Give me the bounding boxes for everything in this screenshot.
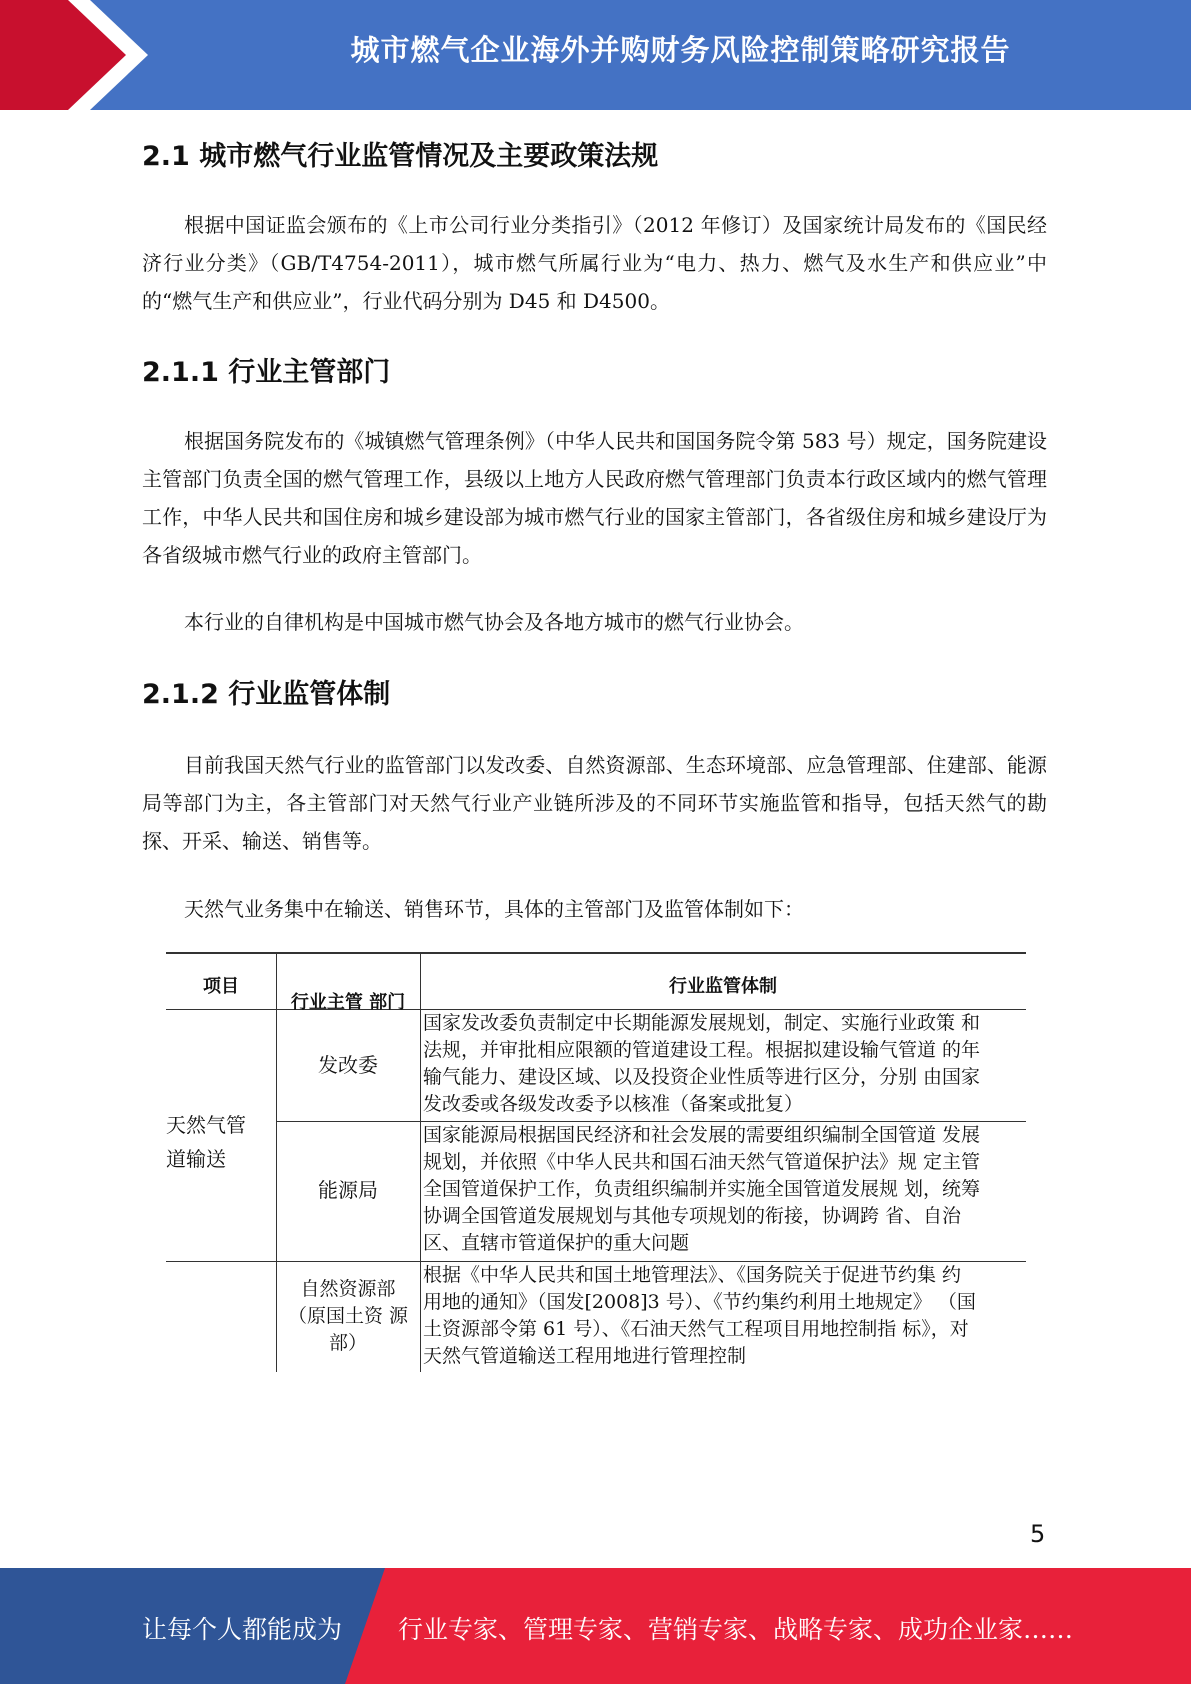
section-2-1-1-paragraph-2: 本行业的自律机构是中国城市燃气协会及各地方城市的燃气行业协会。 [184, 610, 804, 634]
page-footer [0, 1568, 1191, 1684]
table-row-2-system-line: 区、直辖市管道保护的重大问题 [423, 1232, 690, 1254]
table-row-2-system-line: 规划，并依照《中华人民共和国石油天然气管道保护法》规 定主管 [423, 1151, 981, 1173]
group-item-line: 天然气管 [166, 1113, 246, 1137]
table-row-1-system-line: 法规，并审批相应限额的管道建设工程。根据拟建设输气管道 的年 [423, 1039, 981, 1061]
regulation-table [166, 952, 1026, 1372]
table-row-3-system-line: 用地的通知》（国发[2008]3 号）、《节约集约利用土地规定》 （国 [423, 1291, 976, 1313]
table-row-1-dept: 发改委 [318, 1053, 378, 1077]
section-2-1-1-paragraph-1: 根据国务院发布的《城镇燃气管理条例》（中华人民共和国国务院令第 583 号）规定，国务院建设主管部门负责全国的燃气管理工作，县级以上地方人民政府燃气管理部门负责本行政区域内的燃气管理工作，中华人民共和国住房和城乡建设部为城市燃气行业的国家主管部门，各省级住房和城乡建设厅为各省级城市燃气行业的政府主管部门。 [142, 429, 1047, 567]
table-header-system: 行业监管体制 [669, 976, 777, 997]
footer-slogan-right: 行业专家、管理专家、营销专家、战略专家、成功企业家…… [398, 1615, 1074, 1644]
table-row-3-system-line: 根据《中华人民共和国土地管理法》、《国务院关于促进节约集 约 [423, 1264, 962, 1286]
table-header-dept: 行业主管 部门 [290, 992, 406, 1013]
table-header-item: 项目 [203, 976, 239, 997]
table-col-divider-2 [420, 952, 421, 1372]
table-row-2-system-line: 国家能源局根据国民经济和社会发展的需要组织编制全国管道 发展 [423, 1124, 981, 1146]
section-heading-2-1: 2.1 城市燃气行业监管情况及主要政策法规 [142, 141, 659, 172]
table-row-3-dept [276, 1276, 420, 1357]
table-row-3-dept-line: （原国土资 源 [287, 1305, 409, 1327]
page-number: 5 [1030, 1520, 1046, 1548]
footer-slogan-left: 让每个人都能成为 [142, 1615, 343, 1644]
section-heading-2-1-2: 2.1.2 行业监管体制 [142, 679, 391, 710]
section-heading-2-1-1: 2.1.1 行业主管部门 [142, 357, 391, 388]
section-2-1-2-paragraph-2: 天然气业务集中在输送、销售环节，具体的主管部门及监管体制如下： [184, 897, 804, 921]
table-row-group-item [166, 1108, 276, 1176]
table-row-2-system [423, 1122, 1023, 1257]
report-title: 城市燃气企业海外并购财务风险控制策略研究报告 [350, 33, 1011, 67]
section-2-1-paragraph: 根据中国证监会颁布的《上市公司行业分类指引》（2012 年修订）及国家统计局发布的《国民经济行业分类》（GB/T4754-2011），城市燃气所属行业为“电力、热力、燃气及水生产和供应业”中的“燃气生产和供应业”，行业代码分别为 D45 和 D4500。 [142, 213, 1047, 313]
table-row-2-system-line: 协调全国管道发展规划与其他专项规划的衔接，协调跨 省、自治 [423, 1205, 962, 1227]
table-top-rule [166, 952, 1026, 954]
table-row-3-dept-line: 部） [328, 1332, 367, 1354]
table-row-1-system-line: 发改委或各级发改委予以核准（备案或批复） [423, 1093, 804, 1115]
table-row-3-dept-line: 自然资源部 [300, 1278, 396, 1300]
group-item-line: 道输送 [166, 1147, 226, 1171]
table-row-2-system-line: 全国管道保护工作，负责组织编制并实施全国管道发展规 划，统筹 [423, 1178, 981, 1200]
table-row-3-system-line: 土资源部令第 61 号）、《石油天然气工程项目用地控制指 标》，对 [423, 1318, 969, 1340]
table-row-1-system [423, 1010, 1023, 1118]
table-row-1-system-line: 国家发改委负责制定中长期能源发展规划，制定、实施行业政策 和 [423, 1012, 981, 1034]
table-row-2-dept: 能源局 [318, 1178, 378, 1202]
table-row-1-system-line: 输气能力、建设区域、以及投资企业性质等进行区分，分别 由国家 [423, 1066, 981, 1088]
section-2-1-2-paragraph-1: 目前我国天然气行业的监管部门以发改委、自然资源部、生态环境部、应急管理部、住建部、能源局等部门为主，各主管部门对天然气行业产业链所涉及的不同环节实施监管和指导，包括天然气的勘探、开采、输送、销售等。 [142, 753, 1047, 853]
table-row-3-system-line: 天然气管道输送工程用地进行管理控制 [423, 1345, 747, 1367]
table-row-3-system [423, 1262, 1023, 1370]
page-header [0, 0, 1191, 110]
